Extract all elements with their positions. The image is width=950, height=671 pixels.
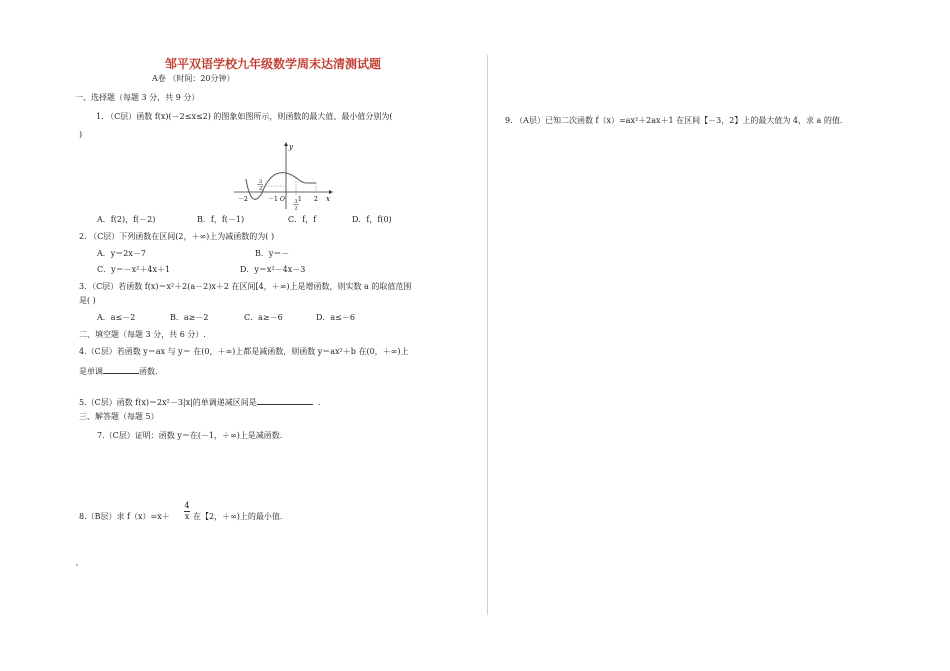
question-3-option-a: A．a≤－2 bbox=[97, 313, 136, 322]
y-axis-label: y bbox=[289, 143, 293, 151]
question-2-option-b: B．y＝－ bbox=[255, 249, 290, 258]
question-1-option-d: D．f，f(0) bbox=[352, 215, 392, 224]
tick-2: 2 bbox=[314, 196, 318, 203]
question-1-option-c: C．f，f bbox=[288, 215, 317, 224]
question-8-numerator: 4 bbox=[184, 501, 190, 510]
question-8-fraction bbox=[184, 502, 190, 521]
origin-label: O bbox=[280, 196, 285, 203]
question-8-denominator: x bbox=[184, 512, 190, 521]
question-3-text: 3．（C层）若函数 f(x)＝x²＋2(a－2)x＋2 在区间[4，＋∞)上是增函数，则实数 a 的取值范围 bbox=[79, 282, 412, 291]
tick-neg-1: －1 bbox=[268, 196, 278, 203]
question-3-option-c: C．a≥－6 bbox=[244, 313, 283, 322]
function-graph bbox=[232, 141, 337, 211]
x-axis-label: x bbox=[326, 195, 330, 203]
question-1-text: 1. （C层）函数 f(x)(－2≤x≤2) 的图象如图所示，则函数的最大值、最小值分别为( bbox=[96, 112, 393, 121]
question-4-continued bbox=[79, 365, 158, 376]
question-7-text: 7.（C层）证明：函数 y＝在(－1，＋∞)上是减函数. bbox=[97, 431, 283, 440]
question-8-text: 8.（B层）求 f（x）=x＋ bbox=[79, 512, 170, 521]
question-4-prefix: 是单调 bbox=[79, 367, 103, 376]
frac-bottom: 2 bbox=[294, 205, 298, 211]
question-4-text: 4.（C层）若函数 y＝ax 与 y＝ 在(0，＋∞)上都是减函数，则函数 y＝ax²＋b 在(0，＋∞)上 bbox=[79, 347, 409, 356]
subtitle: A卷 （时间：20分钟） bbox=[152, 74, 235, 83]
x-axis-arrow bbox=[329, 190, 333, 194]
question-5-blank bbox=[257, 396, 313, 405]
question-4-suffix: 函数. bbox=[139, 367, 158, 376]
tick-1: 1 bbox=[298, 196, 302, 203]
question-5-suffix: . bbox=[317, 398, 321, 407]
question-1-paren: ) bbox=[79, 130, 83, 139]
question-2-option-a: A．y＝2x－7 bbox=[97, 249, 146, 258]
neg-frac-bottom: 2 bbox=[259, 185, 263, 192]
frac-top: 3 bbox=[294, 199, 298, 205]
question-9-text: 9. （A层）已知二次函数 f（x）=ax²＋2ax＋1 在区间【－3，2】上的最大值为 4，求 a 的值. bbox=[505, 116, 843, 125]
question-5-prefix: 5.（C层）函数 f(x)＝2x²－3|x|的单调递减区间是 bbox=[79, 398, 257, 407]
column-divider bbox=[487, 55, 488, 615]
question-2-option-d: D．y＝x²－4x－3 bbox=[240, 265, 306, 274]
section-choice: 一、选择题（每题 3 分，共 9 分） bbox=[75, 93, 200, 102]
title: 邹平双语学校九年级数学周末达清测试题 bbox=[165, 57, 382, 71]
question-1-option-b: B．f，f(－1) bbox=[197, 215, 245, 224]
question-3-option-d: D．a≤－6 bbox=[316, 313, 355, 322]
question-8-continued: 在【2，＋∞)上的最小值. bbox=[193, 512, 283, 521]
question-2-option-c: C．y＝－x²＋4x＋1 bbox=[97, 265, 171, 274]
tick-neg-2: －2 bbox=[238, 196, 248, 203]
question-3-option-b: B．a≥－2 bbox=[170, 313, 209, 322]
question-4-blank bbox=[103, 365, 139, 374]
section-fill-in: 二、填空题（每题 3 分，共 6 分）. bbox=[79, 330, 206, 339]
section-answer: 三、解答题（每题 5） bbox=[79, 412, 159, 421]
question-5-text bbox=[79, 396, 320, 407]
neg-frac-top: 3 bbox=[259, 179, 263, 185]
question-2-text: 2. （C层）下列函数在区间(2，＋∞)上为减函数的为( ) bbox=[79, 232, 275, 241]
y-axis-arrow bbox=[284, 142, 288, 146]
stray-dot bbox=[76, 564, 78, 566]
question-3-continued: 是( ) bbox=[79, 296, 96, 305]
question-1-option-a: A．f(2)，f(－2) bbox=[97, 215, 156, 224]
